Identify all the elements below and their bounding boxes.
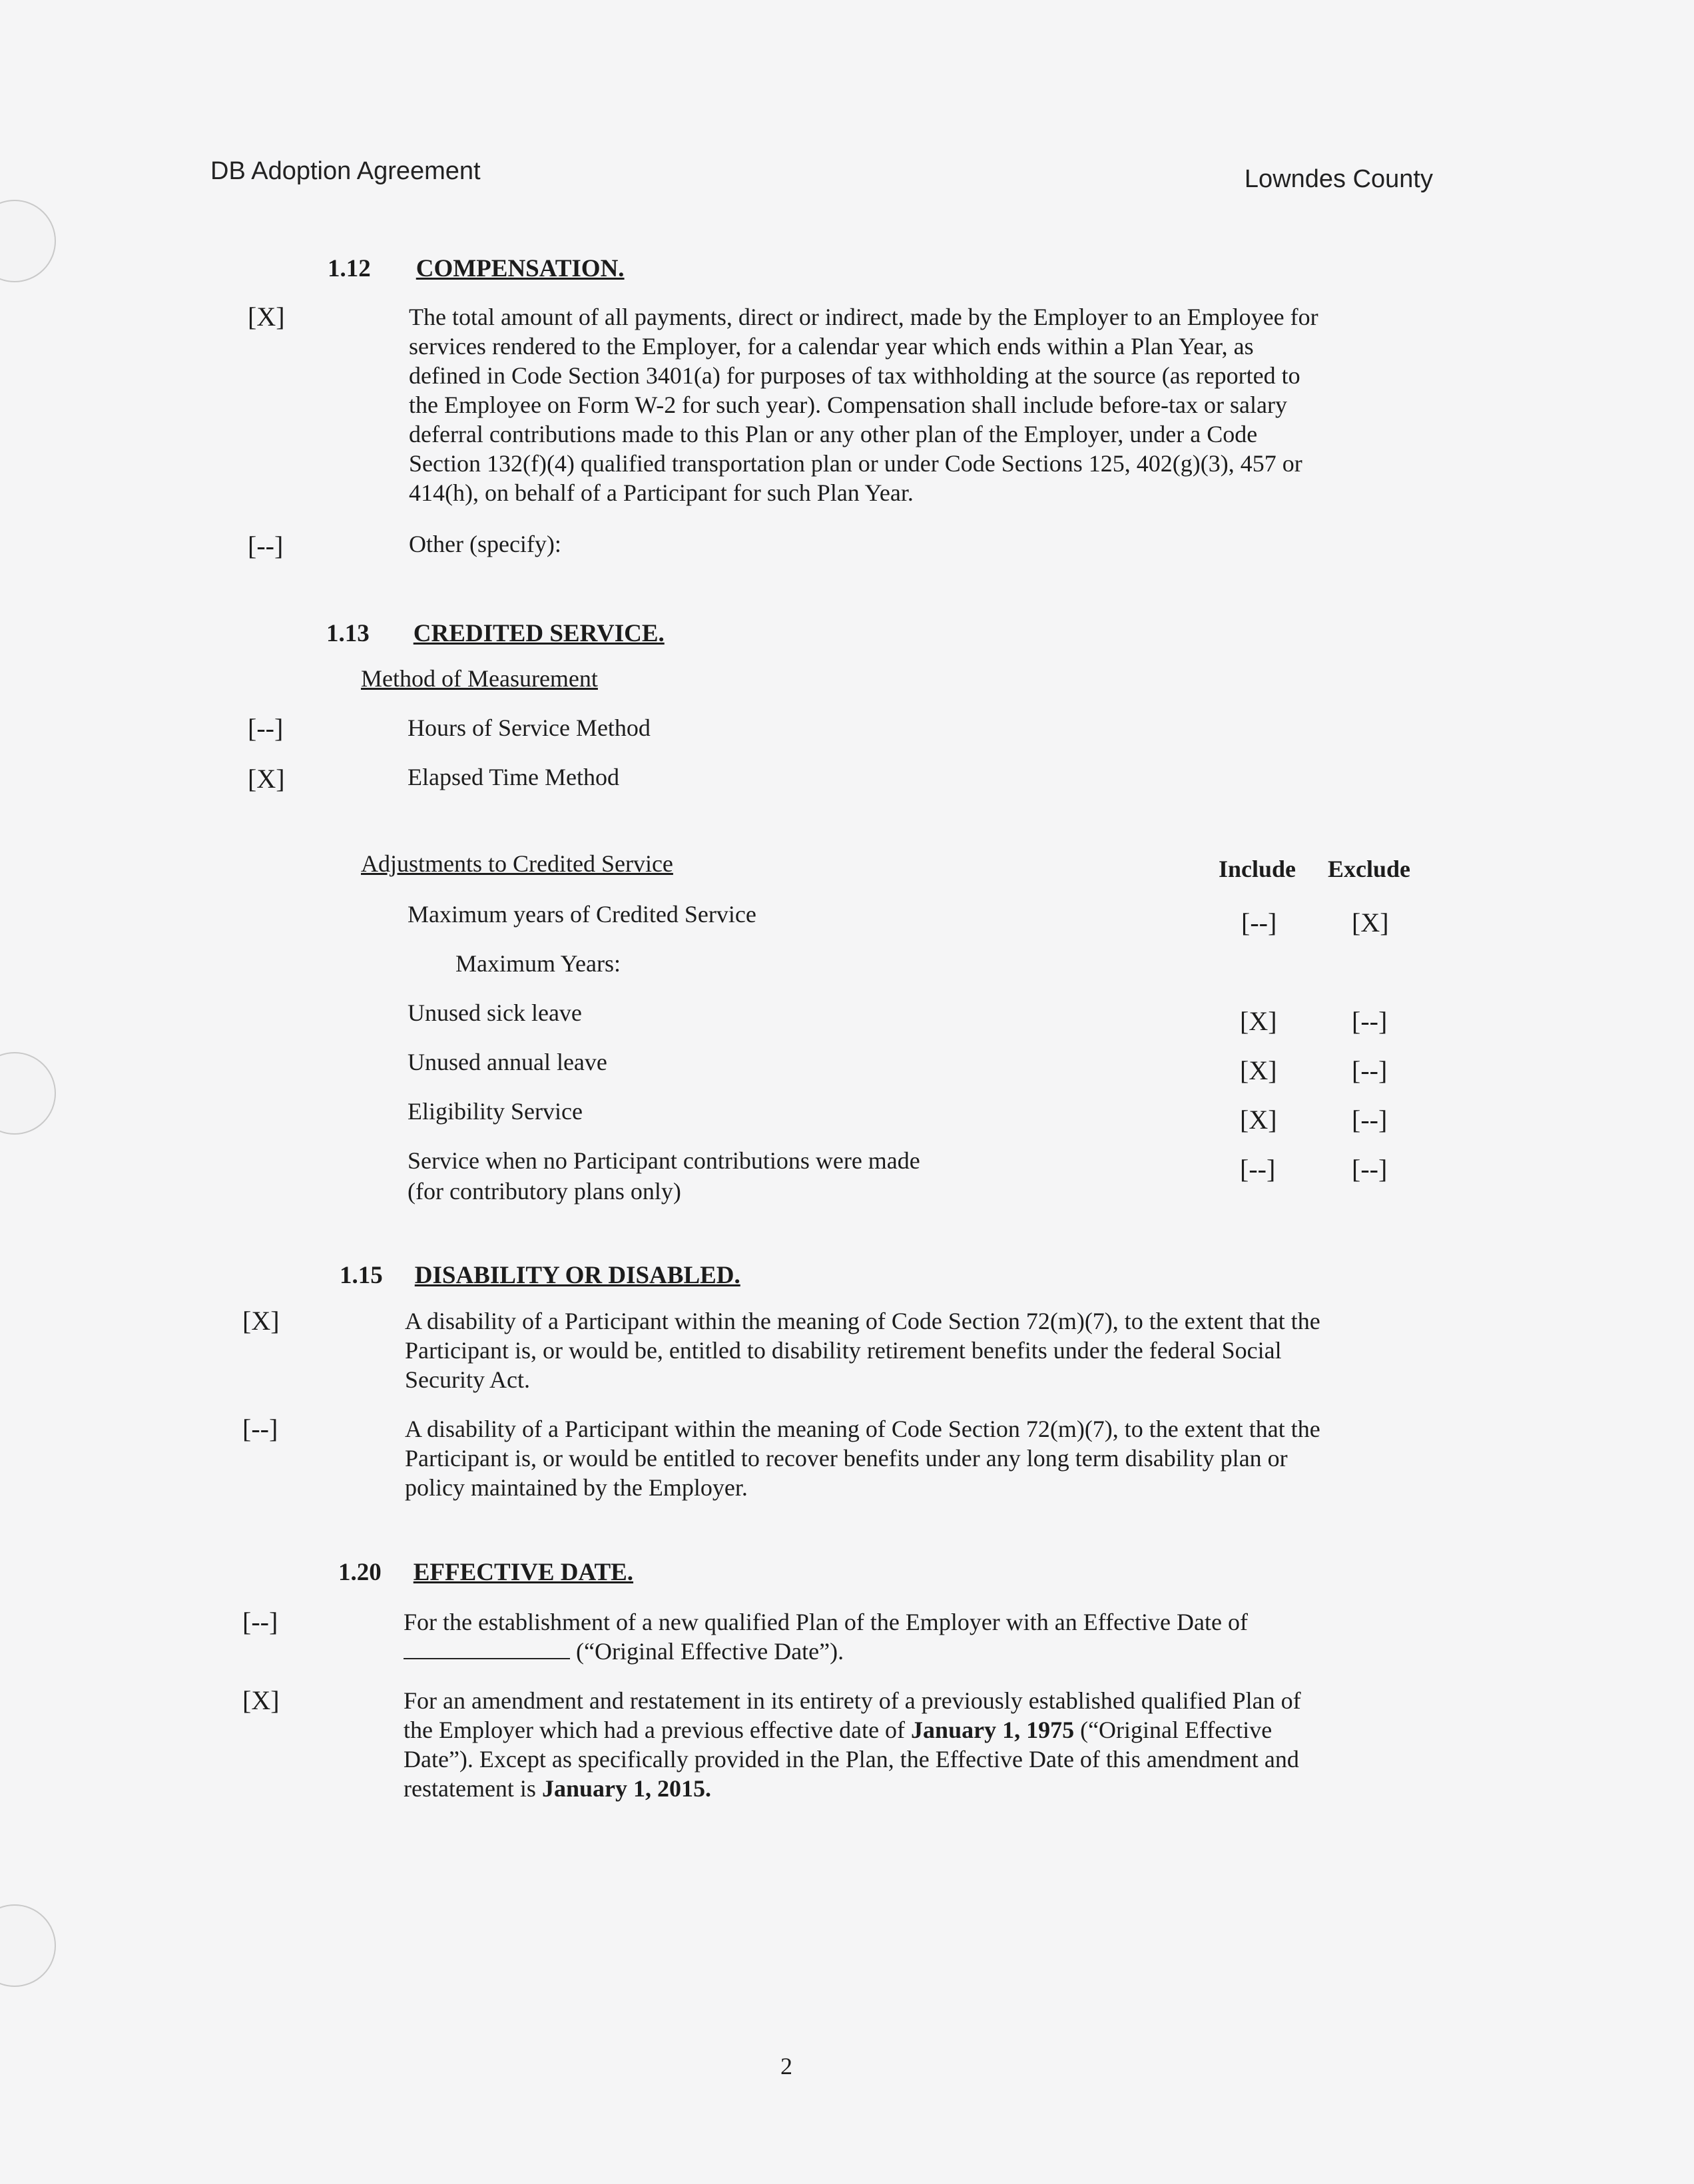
- text-line: Participant is, or would be, entitled to disability retirement benefits under the federal Social: [405, 1337, 1282, 1364]
- checkbox-compensation-other[interactable]: [--]: [248, 531, 284, 561]
- checkbox-disability-social-security[interactable]: [X]: [242, 1306, 280, 1336]
- compensation-definition-text: [409, 302, 1414, 507]
- adjustment-row-label-note: (for contributory plans only): [408, 1178, 681, 1205]
- compensation-other-label: Other (specify):: [409, 531, 561, 557]
- adjustment-row-label: Maximum years of Credited Service: [408, 901, 756, 928]
- checkbox-include-max-years[interactable]: [--]: [1241, 908, 1277, 938]
- checkbox-disability-ltd-plan[interactable]: [--]: [242, 1414, 278, 1444]
- original-effective-date-blank[interactable]: [404, 1638, 570, 1659]
- section-number: 1.12: [328, 255, 371, 282]
- checkbox-amendment-restatement[interactable]: [X]: [242, 1685, 280, 1715]
- section-title: COMPENSATION.: [416, 255, 625, 282]
- text-line: [404, 1774, 1405, 1803]
- maximum-years-label: Maximum Years:: [455, 950, 621, 977]
- hours-of-service-label: Hours of Service Method: [408, 714, 651, 741]
- section-number: 1.15: [340, 1262, 383, 1289]
- checkbox-exclude-no-contributions[interactable]: [--]: [1352, 1154, 1388, 1184]
- section-number: 1.13: [326, 620, 370, 647]
- section-1-15-heading: [340, 1261, 740, 1290]
- binder-hole: [0, 1904, 56, 1987]
- checkbox-elapsed-time[interactable]: [X]: [248, 764, 285, 794]
- text-line: defined in Code Section 3401(a) for purposes of tax withholding at the source (as reported to: [409, 362, 1300, 389]
- disability-option-2-text: [405, 1414, 1405, 1502]
- text-span: restatement is: [404, 1775, 542, 1802]
- checkbox-new-plan[interactable]: [--]: [242, 1607, 278, 1637]
- text-span: (“Original Effective: [1074, 1717, 1272, 1743]
- elapsed-time-label: Elapsed Time Method: [408, 764, 620, 790]
- checkbox-exclude-max-years[interactable]: [X]: [1352, 908, 1389, 938]
- section-number: 1.20: [338, 1559, 382, 1586]
- checkbox-include-sick-leave[interactable]: [X]: [1240, 1006, 1277, 1036]
- restatement-effective-date-value: January 1, 2015.: [541, 1775, 711, 1802]
- section-title: EFFECTIVE DATE.: [413, 1559, 634, 1586]
- checkbox-exclude-eligibility[interactable]: [--]: [1352, 1105, 1388, 1135]
- adjustment-row-label: Service when no Participant contributions were made: [408, 1147, 920, 1174]
- checkbox-compensation-w2[interactable]: [X]: [248, 302, 285, 332]
- text-line: Section 132(f)(4) qualified transportation plan or under Code Sections 125, 402(g)(3), 457 or: [409, 450, 1302, 477]
- checkbox-include-no-contributions[interactable]: [--]: [1240, 1154, 1276, 1184]
- adjustments-label: Adjustments to Credited Service: [361, 850, 673, 877]
- adjustment-row-label: Unused sick leave: [408, 999, 582, 1026]
- text-line: Security Act.: [405, 1366, 530, 1393]
- page-number: 2: [780, 2053, 792, 2079]
- checkbox-exclude-annual-leave[interactable]: [--]: [1352, 1055, 1388, 1085]
- section-1-12-heading: [328, 254, 625, 283]
- checkbox-exclude-sick-leave[interactable]: [--]: [1352, 1006, 1388, 1036]
- text-line: the Employee on Form W-2 for such year). Compensation shall include before-tax or salary: [409, 392, 1287, 418]
- text-line: A disability of a Participant within the meaning of Code Section 72(m)(7), to the extent that the: [405, 1308, 1320, 1334]
- column-include-header: Include: [1219, 856, 1296, 882]
- section-1-13-heading: [326, 619, 665, 648]
- binder-hole: [0, 200, 56, 282]
- text-line: A disability of a Participant within the meaning of Code Section 72(m)(7), to the extent that the: [405, 1416, 1320, 1442]
- method-of-measurement-label: Method of Measurement: [361, 665, 598, 692]
- text-line: Participant is, or would be entitled to recover benefits under any long term disability plan or: [405, 1445, 1288, 1472]
- original-effective-date-value: January 1, 1975: [911, 1717, 1075, 1743]
- section-1-20-heading: [338, 1558, 633, 1587]
- adjustment-row-label: Unused annual leave: [408, 1049, 607, 1075]
- header-left: DB Adoption Agreement: [210, 157, 481, 185]
- checkbox-include-eligibility[interactable]: [X]: [1240, 1105, 1277, 1135]
- text-line: The total amount of all payments, direct or indirect, made by the Employer to an Employee for: [409, 304, 1318, 330]
- text-line: Date”). Except as specifically provided in the Plan, the Effective Date of this amendment and: [404, 1746, 1299, 1773]
- text-line: [404, 1715, 1405, 1745]
- binder-hole: [0, 1052, 56, 1135]
- text-line: For an amendment and restatement in its entirety of a previously established qualified Plan of: [404, 1687, 1301, 1714]
- section-title: CREDITED SERVICE.: [413, 620, 665, 647]
- text-line: deferral contributions made to this Plan or any other plan of the Employer, under a Code: [409, 421, 1258, 447]
- checkbox-hours-of-service[interactable]: [--]: [248, 713, 284, 743]
- text-line: policy maintained by the Employer.: [405, 1474, 748, 1501]
- text-span: (“Original Effective Date”).: [576, 1638, 844, 1665]
- section-title: DISABILITY OR DISABLED.: [414, 1262, 740, 1289]
- column-exclude-header: Exclude: [1328, 856, 1411, 882]
- text-line: For the establishment of a new qualified Plan of the Employer with an Effective Date of: [404, 1609, 1248, 1635]
- text-line: services rendered to the Employer, for a calendar year which ends within a Plan Year, as: [409, 333, 1254, 360]
- text-line: 414(h), on behalf of a Participant for such Plan Year.: [409, 479, 914, 506]
- header-right: Lowndes County: [1244, 165, 1433, 193]
- effective-date-option-1-text: [404, 1607, 1405, 1666]
- checkbox-include-annual-leave[interactable]: [X]: [1240, 1055, 1277, 1085]
- effective-date-option-2-text: [404, 1686, 1405, 1803]
- adjustment-row-label: Eligibility Service: [408, 1098, 583, 1125]
- text-span: the Employer which had a previous effective date of: [404, 1717, 912, 1743]
- text-line: [404, 1637, 1405, 1666]
- disability-option-1-text: [405, 1306, 1405, 1394]
